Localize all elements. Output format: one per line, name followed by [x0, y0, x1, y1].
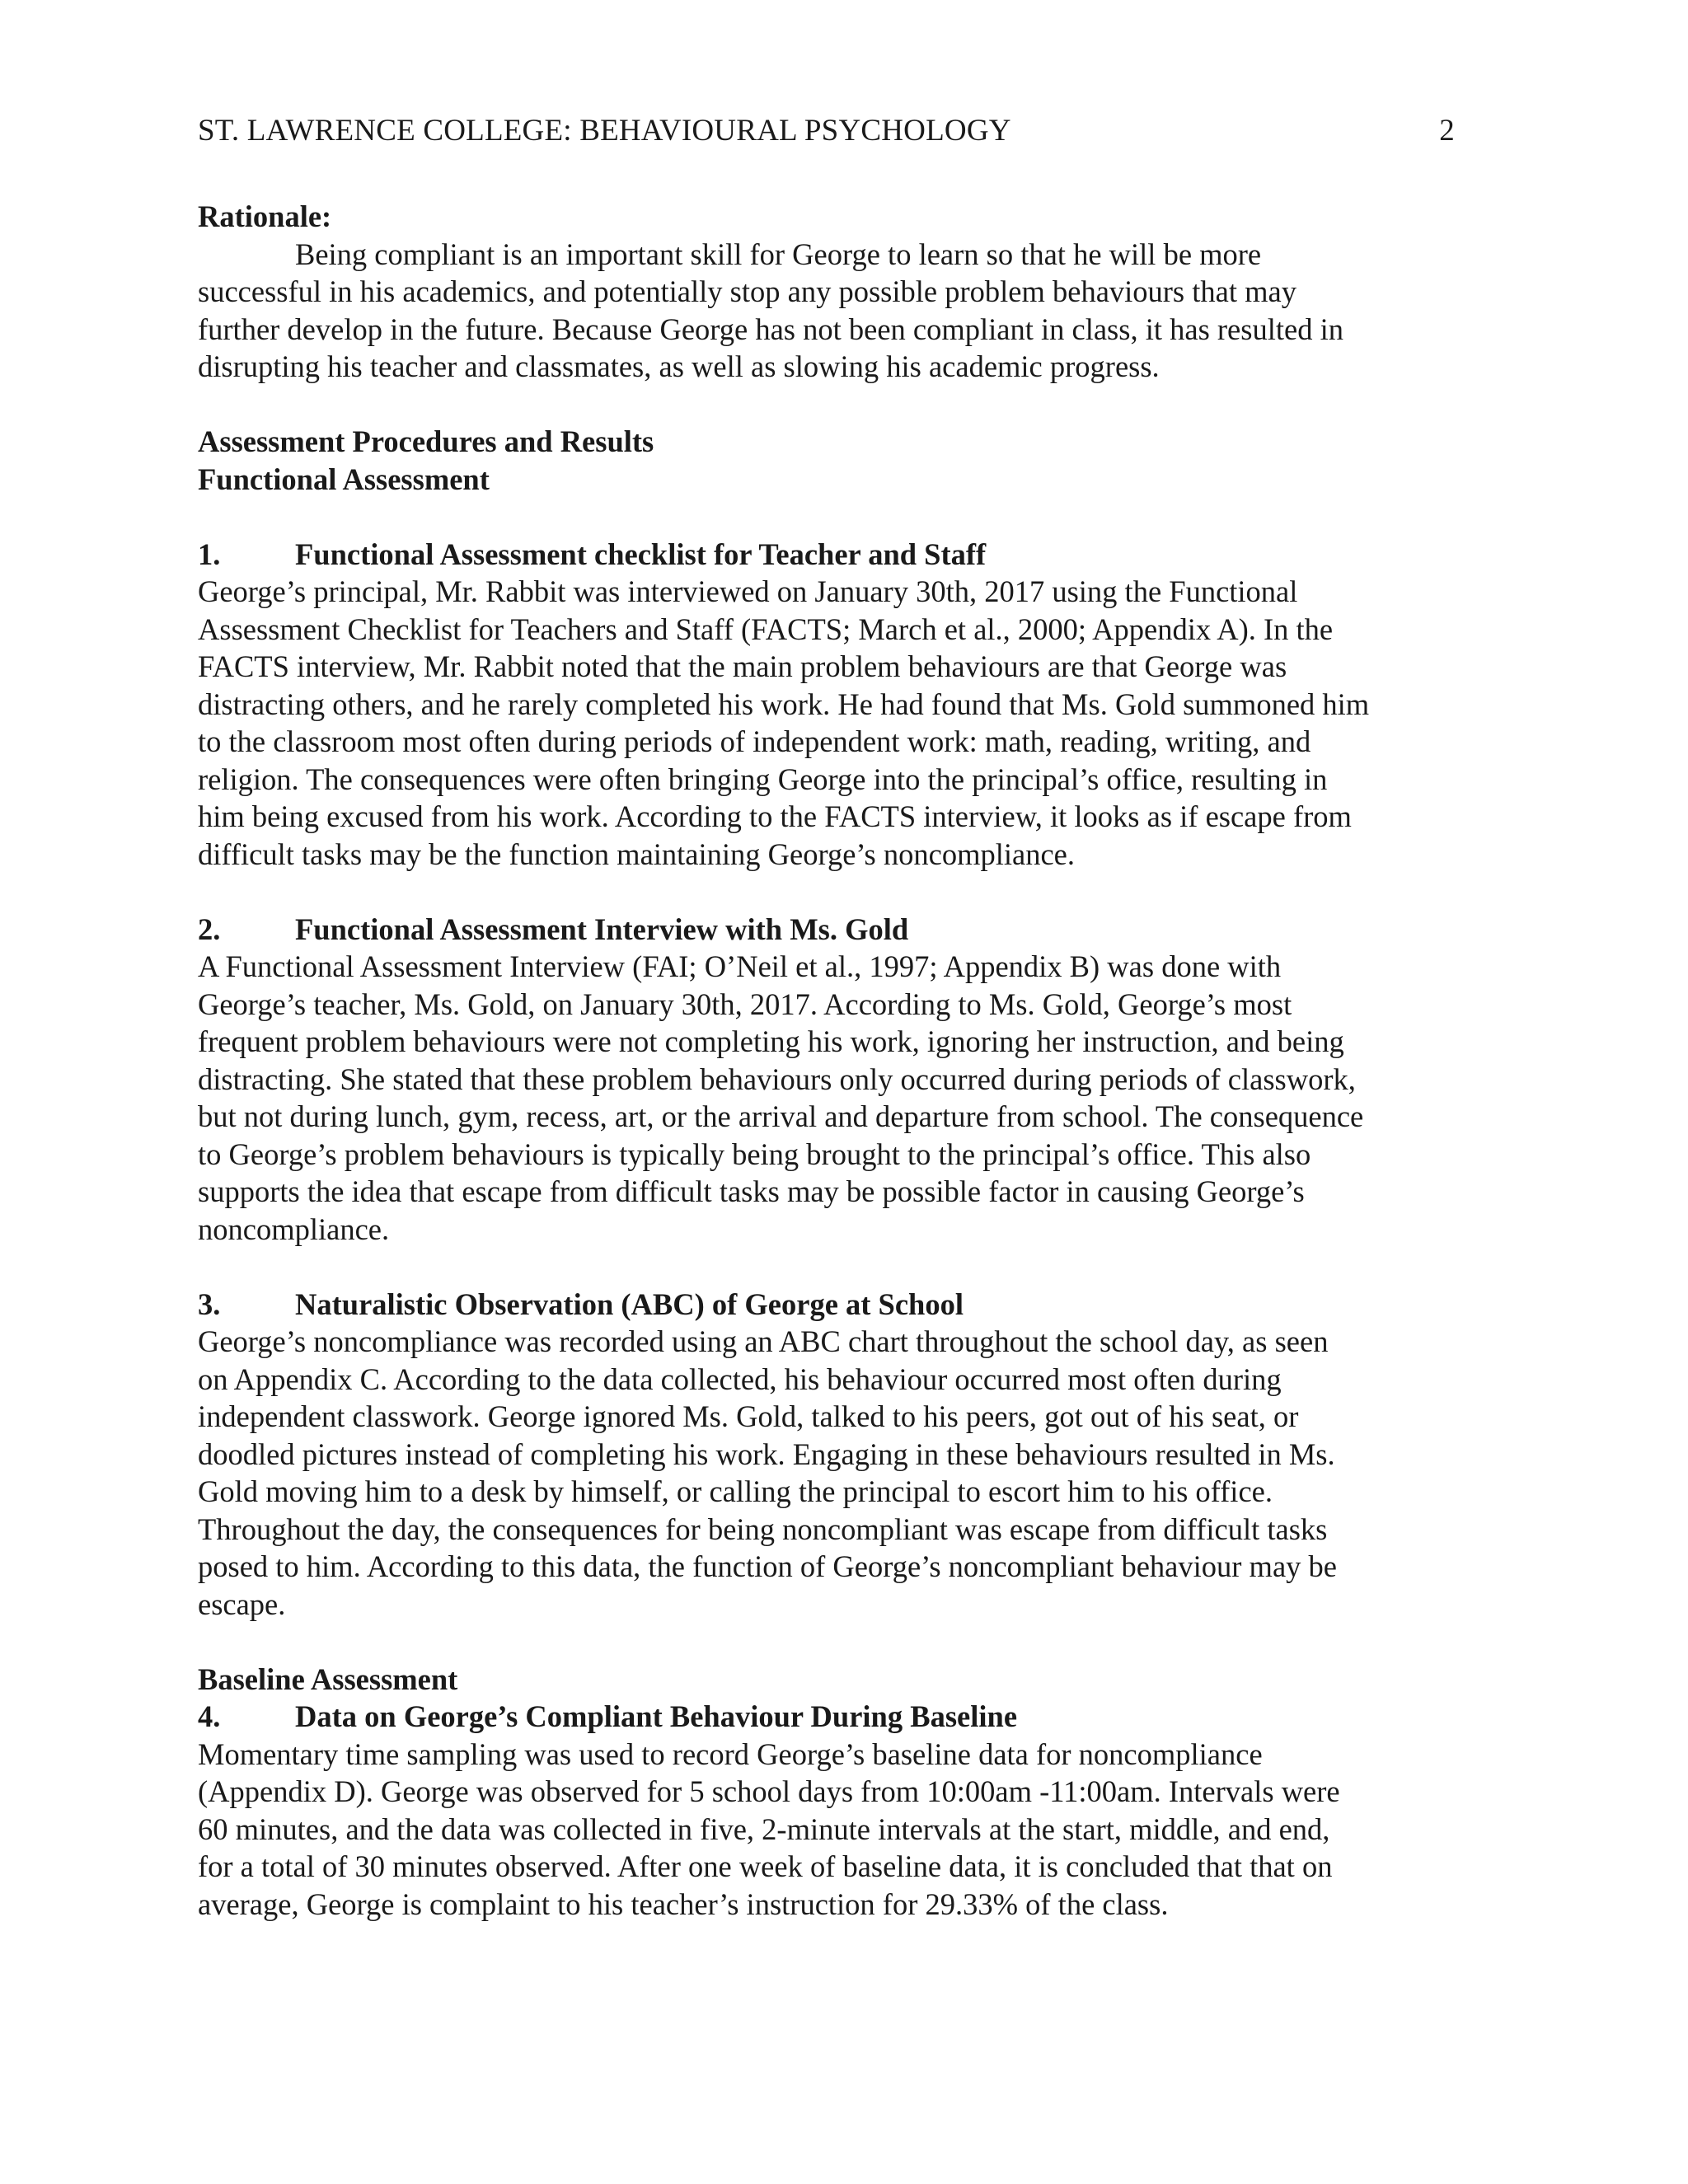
text-line: FACTS interview, Mr. Rabbit noted that the main problem behaviours are that George was: [198, 649, 1287, 683]
text-line: to George’s problem behaviours is typically being brought to the principal’s office. This also: [198, 1137, 1311, 1171]
text-line: Momentary time sampling was used to record George’s baseline data for noncompliance: [198, 1736, 1263, 1771]
text-line: to the classroom most often during periods of independent work: math, reading, writing, and: [198, 724, 1311, 758]
page-number: 2: [1439, 114, 1455, 148]
text-line: Throughout the day, the consequences for being noncompliant was escape from difficult tasks: [198, 1511, 1328, 1546]
rationale-heading: Rationale:: [198, 199, 332, 233]
item-heading-4: [198, 1698, 1484, 1736]
item-title: Functional Assessment checklist for Teacher and Staff: [295, 537, 987, 571]
item-number: 3.: [198, 1286, 221, 1321]
running-title: ST. LAWRENCE COLLEGE: BEHAVIOURAL PSYCHOLOGY: [198, 114, 1011, 148]
text-line: distracting. She stated that these problem behaviours only occurred during periods of classwork,: [198, 1062, 1356, 1096]
item-title: Naturalistic Observation (ABC) of George at School: [295, 1286, 964, 1321]
text-line: George’s noncompliance was recorded using an ABC chart throughout the school day, as seen: [198, 1324, 1329, 1358]
item-heading-3: [198, 1286, 1484, 1324]
text-line: disrupting his teacher and classmates, as well as slowing his academic progress.: [198, 349, 1160, 383]
item-title: Data on George’s Compliant Behaviour During Baseline: [295, 1699, 1018, 1733]
text-line: doodled pictures instead of completing his work. Engaging in these behaviours resulted in Ms.: [198, 1436, 1335, 1471]
item-number: 1.: [198, 537, 221, 571]
item-paragraph-2: [198, 948, 1484, 1248]
text-line: but not during lunch, gym, recess, art, or the arrival and departure from school. The consequence: [198, 1099, 1364, 1133]
text-line: escape.: [198, 1586, 286, 1621]
text-line: independent classwork. George ignored Ms. Gold, talked to his peers, got out of his seat, or: [198, 1399, 1299, 1433]
text-line: distracting others, and he rarely completed his work. He had found that Ms. Gold summoned him: [198, 687, 1370, 721]
text-line: religion. The consequences were often bringing George into the principal’s office, resulting in: [198, 762, 1328, 796]
item-paragraph-3: [198, 1323, 1484, 1623]
text-line: Gold moving him to a desk by himself, or calling the principal to escort him to his office.: [198, 1474, 1273, 1508]
text-line: for a total of 30 minutes observed. After one week of baseline data, it is concluded that that on: [198, 1849, 1333, 1883]
item-number: 4.: [198, 1699, 221, 1733]
text-line: George’s teacher, Ms. Gold, on January 30th, 2017. According to Ms. Gold, George’s most: [198, 987, 1292, 1021]
subsection-heading-baseline: Baseline Assessment: [198, 1661, 458, 1696]
text-line: Assessment Checklist for Teachers and Staff (FACTS; March et al., 2000; Appendix A). In the: [198, 612, 1334, 646]
text-line: posed to him. According to this data, the function of George’s noncompliant behaviour may be: [198, 1549, 1337, 1583]
text-line: 60 minutes, and the data was collected in five, 2-minute intervals at the start, middle, and end,: [198, 1811, 1330, 1846]
item-heading-2: [198, 911, 1484, 949]
text-line: him being excused from his work. According to the FACTS interview, it looks as if escape from: [198, 799, 1352, 833]
text-line: A Functional Assessment Interview (FAI; O’Neil et al., 1997; Appendix B) was done with: [198, 949, 1282, 983]
item-number: 2.: [198, 912, 221, 946]
text-line: Being compliant is an important skill for George to learn so that he will be more: [295, 237, 1262, 271]
subsection-heading: Functional Assessment: [198, 462, 490, 496]
rationale-paragraph: [198, 236, 1484, 386]
text-line: noncompliance.: [198, 1212, 390, 1246]
text-line: further develop in the future. Because George has not been compliant in class, it has resulted in: [198, 312, 1343, 346]
document-body: [198, 198, 1484, 1923]
text-line: supports the idea that escape from difficult tasks may be possible factor in causing George’s: [198, 1174, 1305, 1208]
item-paragraph-4: [198, 1736, 1484, 1924]
text-line: (Appendix D). George was observed for 5 school days from 10:00am -11:00am. Intervals were: [198, 1774, 1340, 1808]
text-line: George’s principal, Mr. Rabbit was interviewed on January 30th, 2017 using the Functional: [198, 574, 1298, 608]
text-line: frequent problem behaviours were not completing his work, ignoring her instruction, and being: [198, 1024, 1344, 1058]
running-head: [198, 112, 1455, 150]
text-line: difficult tasks may be the function maintaining George’s noncompliance.: [198, 837, 1075, 871]
item-paragraph-1: [198, 573, 1484, 873]
text-line: successful in his academics, and potentially stop any possible problem behaviours that may: [198, 274, 1296, 308]
item-heading-1: [198, 536, 1484, 574]
section-heading: Assessment Procedures and Results: [198, 424, 654, 458]
item-title: Functional Assessment Interview with Ms. Gold: [295, 912, 909, 946]
text-line: on Appendix C. According to the data collected, his behaviour occurred most often during: [198, 1361, 1282, 1396]
text-line: average, George is complaint to his teacher’s instruction for 29.33% of the class.: [198, 1886, 1169, 1921]
